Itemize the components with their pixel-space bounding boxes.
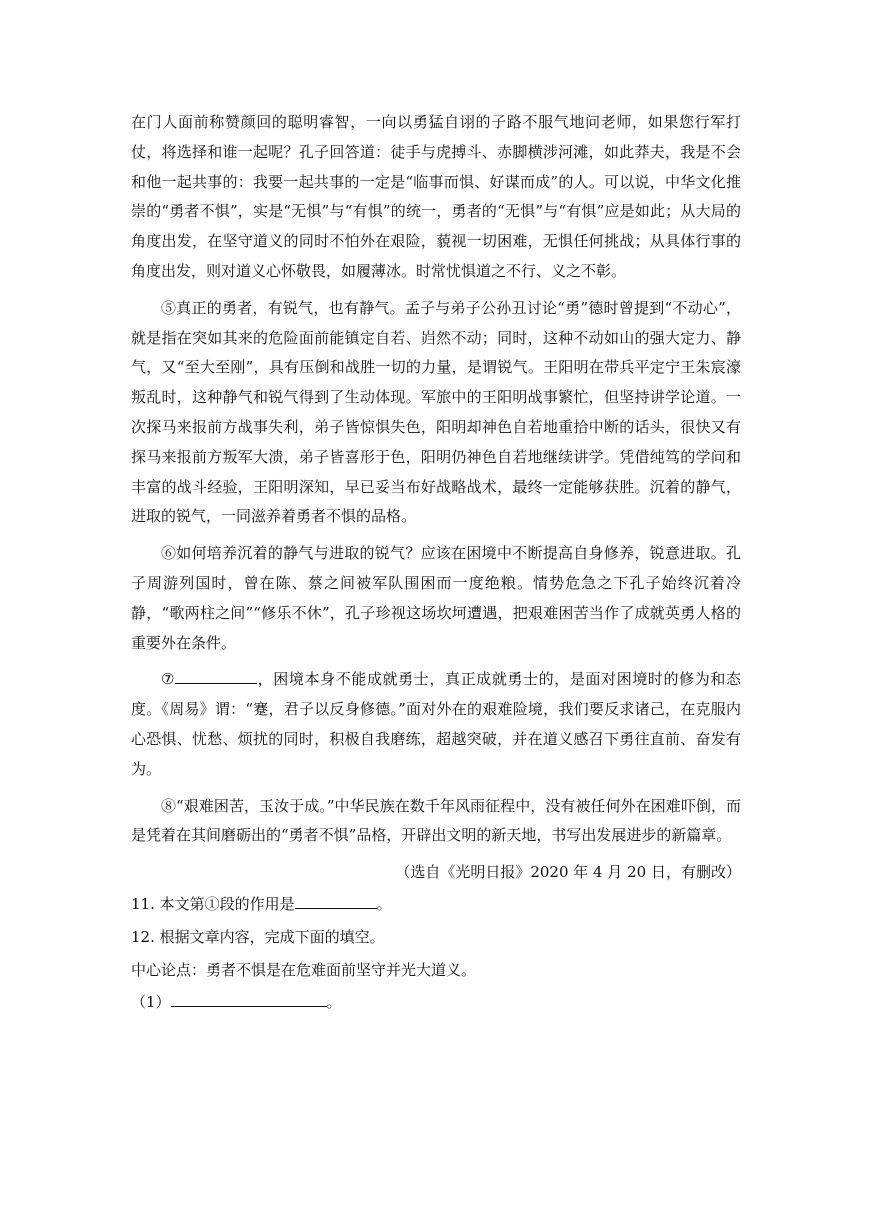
question-11-end: 。 xyxy=(376,894,392,913)
central-point: 中心论点：勇者不惧是在危难面前坚守并光大道义。 xyxy=(131,960,477,979)
paragraph-8: ⑧“艰难困苦，玉汝于成。”中华民族在数千年风雨征程中，没有被任何外在困难吓倒，而是凭着在其间磨砺出的“勇者不惧”品格，开辟出文明的新天地，书写出发展进步的新篇章。 xyxy=(131,796,741,845)
sub-1-end: 。 xyxy=(326,993,342,1012)
sub-1-label: （1） xyxy=(131,993,171,1012)
paragraph-6: ⑥如何培养沉着的静气与进取的锐气？应该在困境中不断提高自身修养，锐意进取。孔子周游列国时，曾在陈、蔡之间被军队围困而一度绝粮。情势危急之下孔子始终沉着冷静，“歌两柱之间”“修乐不休”，孔子珍视这场坎坷遭遇，把艰难困苦当作了成就英勇人格的重要外在条件。 xyxy=(131,544,741,652)
paragraph-7 xyxy=(131,665,741,784)
question-11-blank[interactable] xyxy=(295,892,377,909)
paragraph-4-continued: 在门人面前称赞颜回的聪明睿智，一向以勇猛自诩的子路不服气地问老师，如果您行军打仗，将选择和谁一起呢？孔子回答道：徒手与虎搏斗、赤脚横涉河滩，如此莽夫，我是不会和他一起共事的：我要一起共事的一定是“临事而惧、好谋而成”的人。可以说，中华文化推崇的“勇者不惧”，实是“无惧”与“有惧”的统一，勇者的“无惧”与“有惧”应是如此；从大局的角度出发，在坚守道义的同时不怕外在艰险，藐视一切困难，无惧任何挑战；从具体行事的角度出发，则对道义心怀敬畏，如履薄冰。时常忧惧道之不行、义之不彰。 xyxy=(131,113,741,280)
question-11 xyxy=(131,890,741,920)
sub-1-blank[interactable] xyxy=(171,990,327,1007)
paragraph-7-blank xyxy=(175,667,257,684)
question-12: 12. 根据文章内容，完成下面的填空。 xyxy=(131,927,385,946)
question-12-sub-1 xyxy=(131,988,741,1018)
question-11-text: 11. 本文第①段的作用是 xyxy=(131,894,295,913)
article-body xyxy=(131,108,741,1021)
paragraph-7-number: ⑦ xyxy=(161,670,176,689)
source-citation: （选自《光明日报》2020 年 4 月 20 日，有删改） xyxy=(395,863,741,882)
paragraph-5: ⑤真正的勇者，有锐气，也有静气。孟子与弟子公孙丑讨论“勇”德时曾提到“不动心”，就是指在突如其来的危险面前能镇定自若、岿然不动；同时，这种不动如山的强大定力、静气，又“至大至刚”，具有压倒和战胜一切的力量，是谓锐气。王阳明在带兵平定宁王朱宸濠叛乱时，这种静气和锐气得到了生动体现。军旅中的王阳明战事繁忙，但坚持讲学论道。一次探马来报前方战事失利，弟子皆惊惧失色，阳明却神色自若地重拾中断的话头，很快又有探马来报前方叛军大溃，弟子皆喜形于色，阳明仍神色自若地继续讲学。凭借纯笃的学问和丰富的战斗经验，王阳明深知，早已妥当布好战略战术，最终一定能够获胜。沉着的静气，进取的锐气，一同滋养着勇者不惧的品格。 xyxy=(131,298,741,526)
paragraph-7-text: ，困境本身不能成就勇士，真正成就勇士的，是面对困境时的修为和态度。《周易》谓：“蹇，君子以反身修德。”面对外在的艰难险境，我们要反求诸己，在克服内心恐惧、忧愁、烦扰的同时，积极自我磨练，超越突破，并在道义感召下勇往直前、奋发有为。 xyxy=(131,670,741,778)
